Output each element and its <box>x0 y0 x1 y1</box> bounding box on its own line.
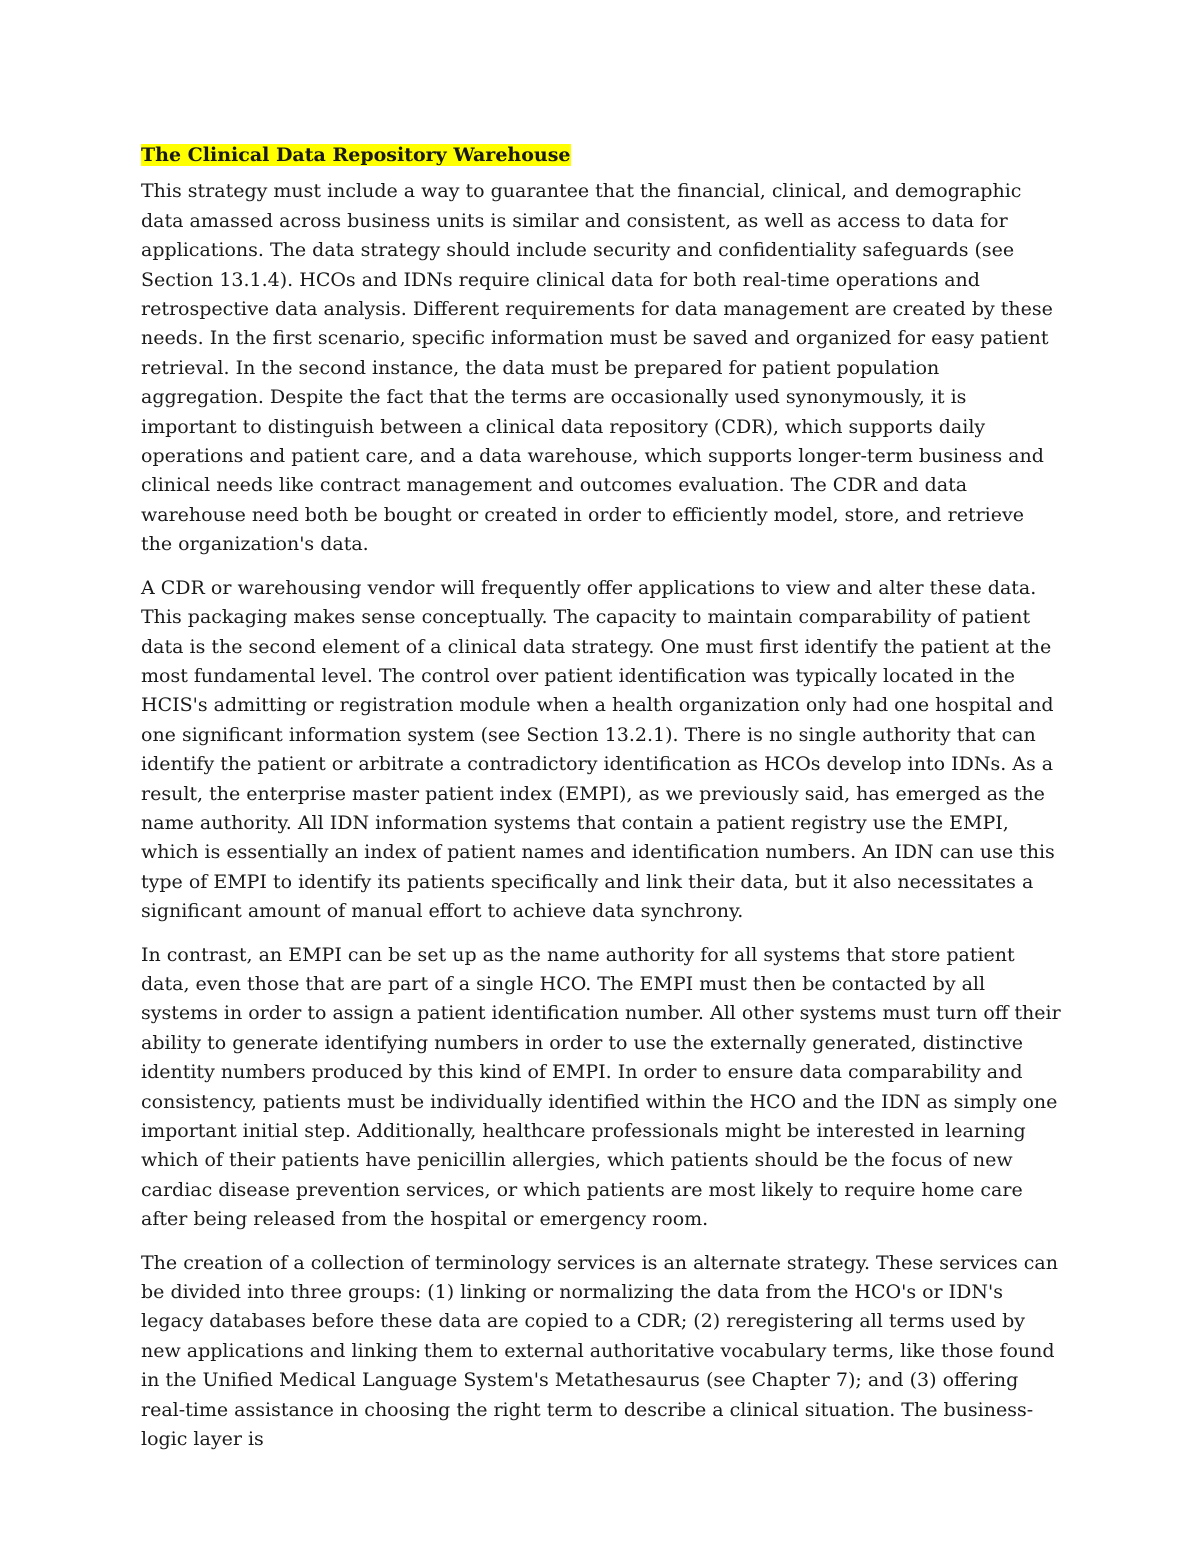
paragraph-4: The creation of a collection of terminology services is an alternate strategy. These services can be divided into three groups: (1) linking or normalizing the data from the HCO's or IDN's legacy databases before these data are copied to a CDR; (2) reregistering all terms used by new applications and linking them to external authoritative vocabulary terms, like those found in the Unified Medical Language System's Metathesaurus (see Chapter 7); and (3) offering real-time assistance in choosing the right term to describe a clinical situation. The business-logic layer is <box>141 1251 1059 1451</box>
paragraph-3: In contrast, an EMPI can be set up as the name authority for all systems that store patient data, even those that are part of a single HCO. The EMPI must then be contacted by all systems in order to assign a patient identification number. All other systems must turn off their ability to generate identifying numbers in order to use the externally generated, distinctive identity numbers produced by this kind of EMPI. In order to ensure data comparability and consistency, patients must be individually identified within the HCO and the IDN as simply one important initial step. Additionally, healthcare professionals might be interested in learning which of their patients have penicillin allergies, which patients should be the focus of new cardiac disease prevention services, or which patients are most likely to require home care after being released from the hospital or emergency room. <box>141 943 1061 1231</box>
paragraph-2: A CDR or warehousing vendor will frequently offer applications to view and alter these data. This packaging makes sense conceptually. The capacity to maintain comparability of patient data is the second element of a clinical data strategy. One must first identify the patient at the most fundamental level. The control over patient identification was typically located in the HCIS's admitting or registration module when a health organization only had one hospital and one significant information system (see Section 13.2.1). There is no single authority that can identify the patient or arbitrate a contradictory identification as HCOs develop into IDNs. As a result, the enterprise master patient index (EMPI), as we previously said, has emerged as the name authority. All IDN information systems that contain a patient registry use the EMPI, which is essentially an index of patient names and identification numbers. An IDN can use this type of EMPI to identify its patients specifically and link their data, but it also necessitates a significant amount of manual effort to achieve data synchrony. <box>141 576 1055 923</box>
title-highlight: The Clinical Data Repository Warehouse <box>141 144 571 166</box>
document-body <box>141 141 1061 1468</box>
document-title <box>141 141 1061 170</box>
paragraph-1: This strategy must include a way to guarantee that the financial, clinical, and demographic data amassed across business units is similar and consistent, as well as access to data for applications. The data strategy should include security and confidentiality safeguards (see Section 13.1.4). HCOs and IDNs require clinical data for both real-time operations and retrospective data analysis. Different requirements for data management are created by these needs. In the first scenario, specific information must be saved and organized for easy patient retrieval. In the second instance, the data must be prepared for patient population aggregation. Despite the fact that the terms are occasionally used synonymously, it is important to distinguish between a clinical data repository (CDR), which supports daily operations and patient care, and a data warehouse, which supports longer-term business and clinical needs like contract management and outcomes evaluation. The CDR and data warehouse need both be bought or created in order to efficiently model, store, and retrieve the organization's data. <box>141 180 1053 556</box>
